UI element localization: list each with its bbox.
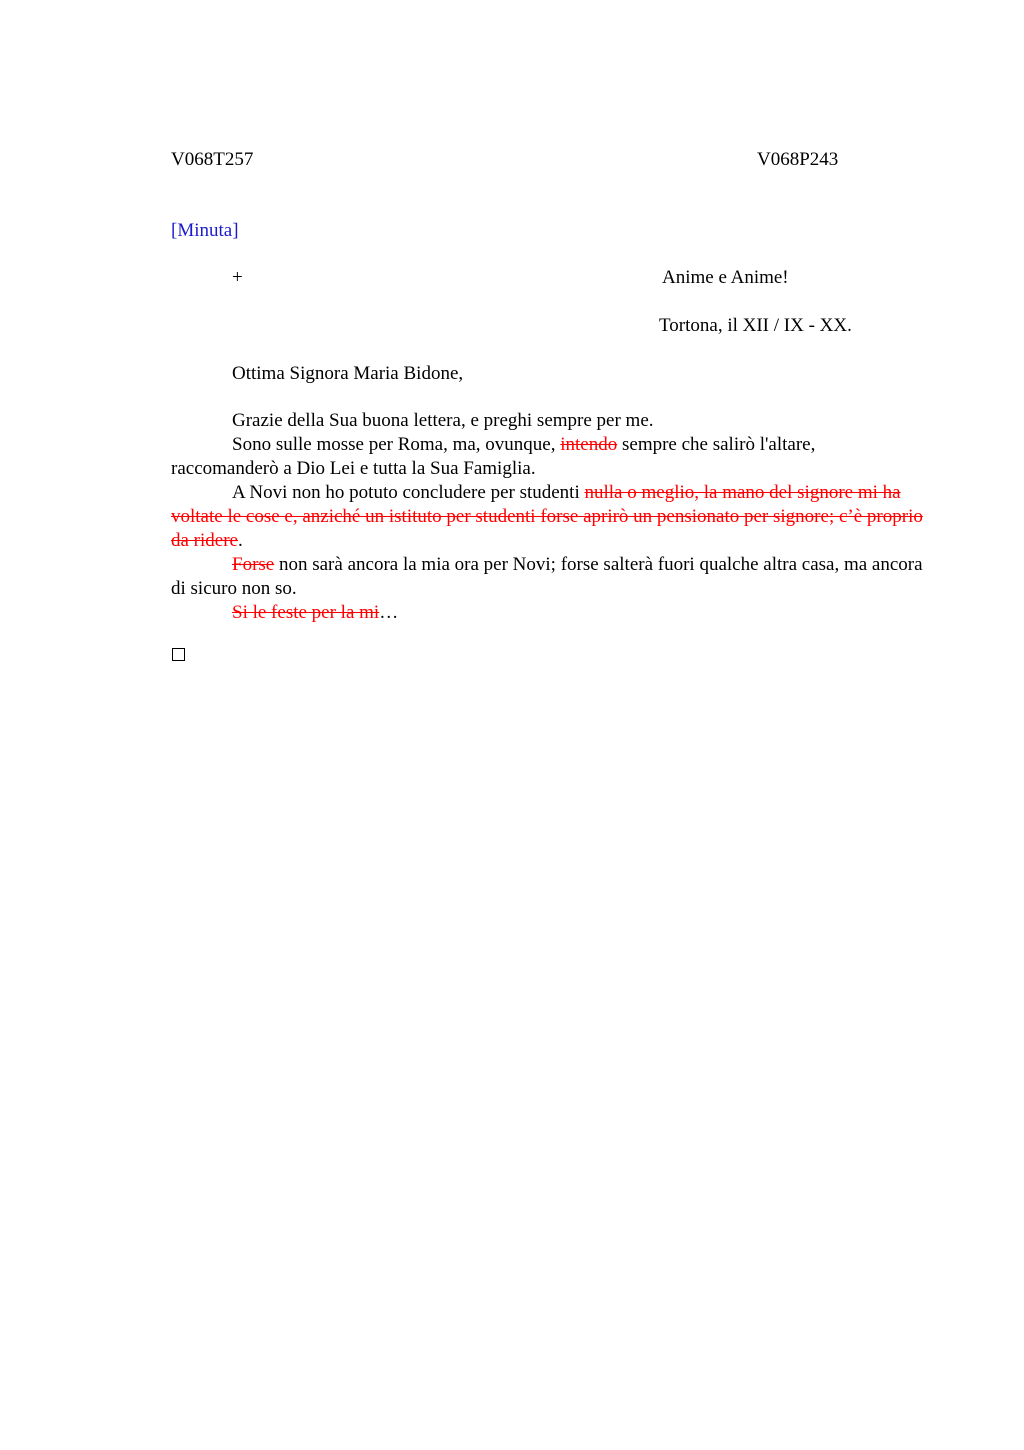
motto: Anime e Anime! bbox=[662, 267, 789, 288]
minuta-tag: [Minuta] bbox=[171, 220, 239, 241]
place-date: Tortona, il XII / IX - XX. bbox=[659, 315, 852, 336]
struck-text: nulla o meglio, la mano del signore mi ha voltate le cose e, anziché un istituto per studenti forse aprirò un pensionato per signore; c’è proprio da ridere bbox=[171, 482, 923, 551]
salutation: Ottima Signora Maria Bidone, bbox=[232, 363, 464, 384]
cross-mark: + bbox=[232, 267, 243, 288]
letter-body bbox=[171, 409, 926, 625]
document-code-left: V068T257 bbox=[171, 149, 254, 170]
struck-text: Forse bbox=[232, 554, 275, 575]
paragraph-1: Grazie della Sua buona lettera, e preghi sempre per me. bbox=[232, 410, 654, 431]
paragraph-2: Sono sulle mosse per Roma, ma, ovunque, intendo sempre che salirò l'altare, raccomanderò a Dio Lei e tutta la Sua Famiglia. bbox=[171, 434, 816, 479]
paragraph-5: Si le feste per la mi… bbox=[232, 602, 399, 623]
struck-text: Si le feste per la mi bbox=[232, 602, 380, 623]
paragraph-4: Forse non sarà ancora la mia ora per Novi; forse salterà fuori qualche altra casa, ma ancora di sicuro non so. bbox=[171, 554, 923, 599]
paragraph-3: A Novi non ho potuto concludere per studenti nulla o meglio, la mano del signore mi ha voltate le cose e, anziché un istituto per studenti forse aprirò un pensionato per signore; c’è proprio da ridere. bbox=[171, 482, 923, 551]
square-outline-icon bbox=[172, 648, 185, 661]
struck-text: intendo bbox=[560, 434, 618, 455]
document-code-right: V068P243 bbox=[757, 149, 839, 170]
